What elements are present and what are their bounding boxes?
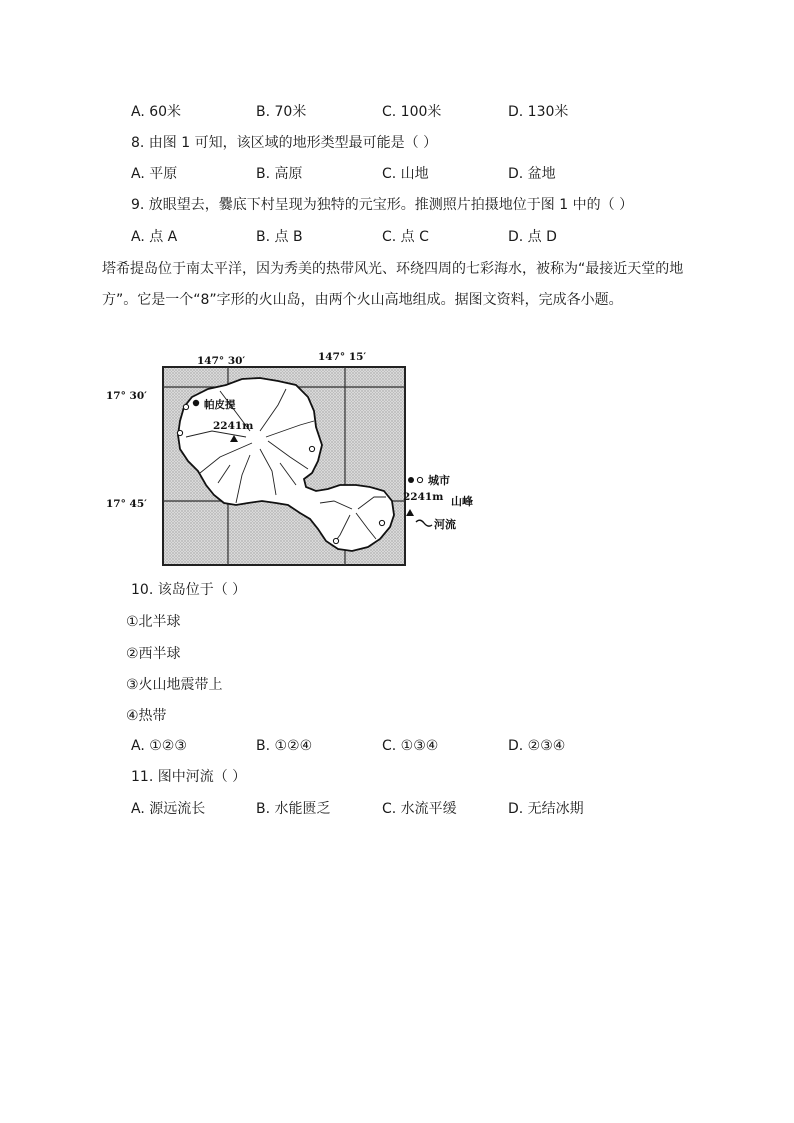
- city-name-label: 帕皮提: [204, 399, 236, 411]
- q9-option-b: B. 点 B: [256, 229, 303, 245]
- city-dot: [193, 400, 199, 406]
- passage-line-1: 塔希提岛位于南太平洋，因为秀美的热带风光、环绕四周的七彩海水，被称为“最接近天堂的地: [102, 261, 684, 277]
- legend-city-label: 城市: [428, 474, 450, 487]
- q11-stem: 11. 图中河流（ ）: [131, 769, 247, 785]
- lat-label-top: 17° 30′: [106, 390, 147, 402]
- q10-item-4: ④热带: [126, 708, 167, 724]
- town-circle: [177, 430, 182, 435]
- q10-option-c: C. ①③④: [382, 738, 439, 754]
- lon-label-right: 147° 15′: [318, 351, 367, 363]
- legend-city-dot-icon: [408, 477, 414, 483]
- legend-peak-triangle-icon: [406, 509, 414, 516]
- q7-option-a: A. 60米: [131, 104, 182, 120]
- q9-option-c: C. 点 C: [382, 229, 429, 245]
- q9-option-a: A. 点 A: [131, 229, 178, 245]
- q8-option-a: A. 平原: [131, 166, 178, 182]
- q10-option-b: B. ①②④: [256, 738, 313, 754]
- town-circle: [379, 520, 384, 525]
- passage-line-2: 方”。它是一个“8”字形的火山岛，由两个火山高地组成。据图文资料，完成各小题。: [102, 292, 623, 308]
- legend-river-icon: [416, 520, 432, 526]
- map-legend: [403, 473, 473, 531]
- q8-option-b: B. 高原: [256, 166, 303, 182]
- q8-stem: 8. 由图 1 可知，该区域的地形类型最可能是（ ）: [131, 135, 438, 151]
- legend-peak-label: 山峰: [451, 495, 473, 508]
- q10-item-2: ②西半球: [126, 646, 181, 662]
- legend-peak-value: 2241m: [403, 491, 444, 503]
- tahiti-map: [100, 345, 510, 575]
- q10-option-d: D. ②③④: [508, 738, 566, 754]
- q7-option-c: C. 100米: [382, 104, 442, 120]
- q11-option-a: A. 源远流长: [131, 801, 206, 817]
- q10-item-1: ①北半球: [126, 614, 181, 630]
- q9-stem: 9. 放眼望去，爨底下村呈现为独特的元宝形。推测照片拍摄地位于图 1 中的（ ）: [131, 197, 634, 213]
- lon-label-left: 147° 30′: [197, 355, 246, 367]
- q10-stem: 10. 该岛位于（ ）: [131, 582, 247, 598]
- town-circle: [183, 404, 188, 409]
- q7-option-d: D. 130米: [508, 104, 569, 120]
- peak-elevation-label: 2241m: [213, 420, 254, 432]
- q8-option-d: D. 盆地: [508, 166, 556, 182]
- q11-option-c: C. 水流平缓: [382, 801, 457, 817]
- q11-option-b: B. 水能匮乏: [256, 801, 331, 817]
- q11-option-d: D. 无结冰期: [508, 801, 584, 817]
- q10-item-3: ③火山地震带上: [126, 677, 223, 693]
- q10-option-a: A. ①②③: [131, 738, 187, 754]
- q7-option-b: B. 70米: [256, 104, 307, 120]
- lat-label-bottom: 17° 45′: [106, 498, 147, 510]
- town-circle: [333, 538, 338, 543]
- q8-option-c: C. 山地: [382, 166, 429, 182]
- q9-option-d: D. 点 D: [508, 229, 557, 245]
- town-circle: [309, 446, 314, 451]
- legend-river-label: 河流: [434, 518, 456, 531]
- legend-town-circle-icon: [417, 477, 422, 482]
